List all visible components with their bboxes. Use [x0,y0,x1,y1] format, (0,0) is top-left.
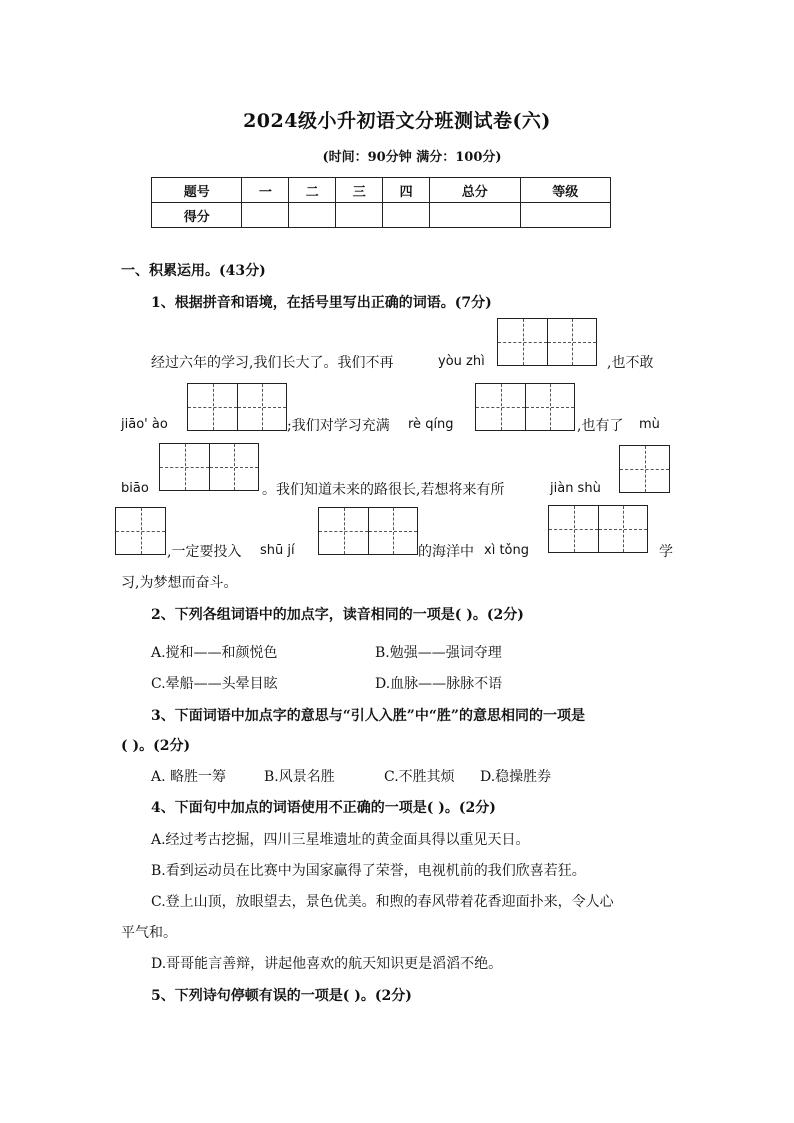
option-a: A.搅和——和颜悦色 [151,645,278,661]
exam-title: 2024级小升初语文分班测试卷(六) [243,110,551,132]
score-cell[interactable] [383,203,430,228]
answer-cell [237,384,286,430]
answer-box[interactable] [159,443,259,491]
option-c-continued: 平气和。 [121,925,177,941]
score-cell[interactable] [242,203,289,228]
option-b: B.看到运动员在比赛中为国家赢得了荣誉，电视机前的我们欣喜若狂。 [151,863,586,879]
option-b: B.勉强——强词夺理 [375,645,502,661]
answer-box[interactable] [115,507,166,555]
option-c: C.不胜其烦 [384,769,455,785]
answer-box[interactable] [548,505,648,553]
option-c: C.登上山顶，放眼望去，景色优美。和煦的春风带着花香迎面扑来，令人心 [151,894,614,910]
question-3-prompt: 3、下面词语中加点字的意思与“引人入胜”中“胜”的意思相同的一项是 [151,708,585,724]
q1-text: 。我们知道未来的路很长,若想将来有所 [262,482,505,498]
score-table [151,177,611,228]
answer-box[interactable] [619,445,670,493]
score-table-header-cell: 一 [242,178,289,203]
q1-text: 的海洋中 [418,544,474,560]
answer-cell [209,444,258,490]
score-cell[interactable] [289,203,336,228]
score-table-score-row [152,203,611,228]
answer-box[interactable] [497,318,597,366]
q1-text: 经过六年的学习,我们长大了。我们不再 [151,355,394,371]
section-heading: 一、积累运用。(43分) [121,263,266,279]
option-a: A.经过考古挖掘，四川三星堆遗址的黄金面具得以重见天日。 [151,832,530,848]
option-d: D.稳操胜券 [480,769,552,785]
score-table-header-cell: 总分 [430,178,520,203]
q1-text: 学 [659,544,673,560]
q1-text: ,一定要投入 [167,544,242,560]
question-2-prompt: 2、下列各组词语中的加点字，读音相同的一项是( )。(2分) [151,607,524,623]
score-table-header-cell: 等级 [520,178,611,203]
option-c: C.晕船——头晕目眩 [151,676,278,692]
q1-pinyin: xì tǒng [484,543,529,558]
q1-text: ,也不敢 [607,355,654,371]
answer-box[interactable] [318,507,418,555]
question-5-prompt: 5、下列诗句停顿有误的一项是( )。(2分) [151,988,412,1004]
score-table-header-cell: 二 [289,178,336,203]
answer-cell [160,444,209,490]
q1-pinyin: jiàn shù [550,481,601,496]
score-table-header-cell: 题号 [152,178,242,203]
option-d: D.哥哥能言善辩，讲起他喜欢的航天知识更是滔滔不绝。 [151,956,503,972]
score-cell[interactable] [430,203,520,228]
question-1-prompt: 1、根据拼音和语境，在括号里写出正确的词语。(7分) [151,295,492,311]
answer-cell [598,506,647,552]
exam-subtitle: (时间：90分钟 满分：100分) [322,150,502,165]
score-row-label: 得分 [152,203,242,228]
q1-pinyin: mù [639,417,660,432]
q1-text: 习,为梦想而奋斗。 [121,575,238,591]
option-d: D.血脉——脉脉不语 [375,676,503,692]
answer-cell [547,319,596,365]
q1-pinyin: shū jí [260,543,295,558]
answer-box[interactable] [475,383,575,431]
answer-cell [116,508,165,554]
answer-cell [549,506,598,552]
question-4-prompt: 4、下面句中加点的词语使用不正确的一项是( )。(2分) [151,800,496,816]
answer-cell [498,319,547,365]
q1-text: ,也有了 [577,418,624,434]
answer-cell [620,446,669,492]
q1-pinyin: jiāo' ào [121,417,168,432]
option-a: A. 略胜一筹 [151,769,227,785]
score-cell[interactable] [520,203,611,228]
answer-cell [368,508,417,554]
score-table-header-cell: 四 [383,178,430,203]
q1-text: ;我们对学习充满 [287,418,390,434]
score-table-header-cell: 三 [336,178,383,203]
answer-cell [525,384,574,430]
answer-cell [319,508,368,554]
q1-pinyin: yòu zhì [438,354,485,369]
score-table-header-row [152,178,611,203]
question-3-paren: ( )。(2分) [121,738,191,754]
answer-cell [188,384,237,430]
option-b: B.风景名胜 [264,769,335,785]
answer-box[interactable] [187,383,287,431]
score-cell[interactable] [336,203,383,228]
q1-pinyin: biāo [121,481,149,496]
answer-cell [476,384,525,430]
q1-pinyin: rè qíng [408,417,454,432]
